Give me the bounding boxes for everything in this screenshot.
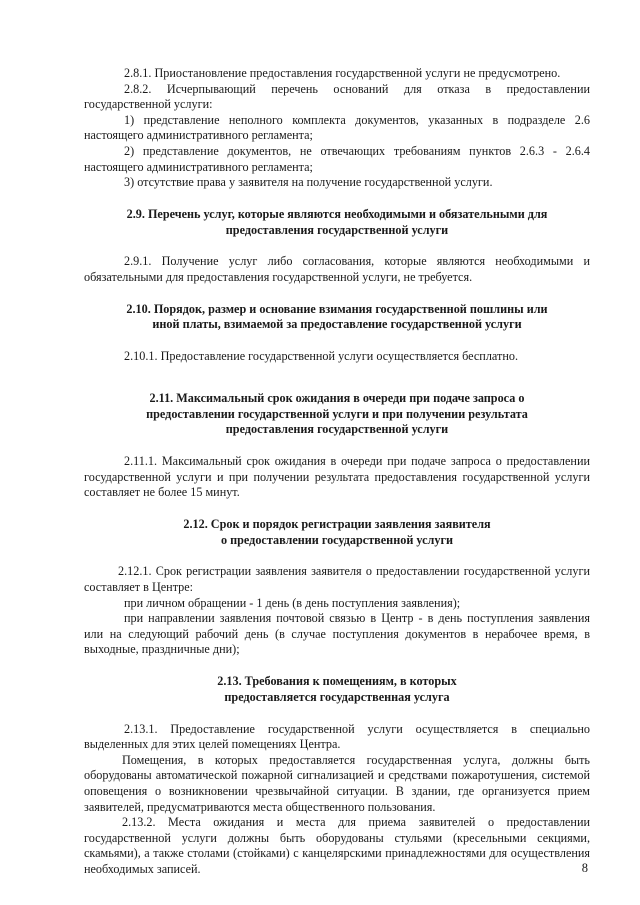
list-item-1: 1) представление неполного комплекта документов, указанных в подразделе 2.6 настоящего административного регламента; <box>84 112 590 143</box>
heading-2-11-line-3: предоставления государственной услуги <box>225 422 449 437</box>
heading-2-10-line-2: иной платы, взимаемой за предоставление государственной услуги <box>152 317 522 332</box>
paragraph-2-13-2: 2.13.2. Места ожидания и места для приема заявителей о предоставлении государственной услуги должны быть оборудованы стульями (кресельными секциями, скамьями), а также столами (стойками) с канцелярскими принадлежностями для осуществления необходимых записей. <box>84 815 590 876</box>
paragraph-2-8-1: 2.8.1. Приостановление предоставления государственной услуги не предусмотрено. <box>124 66 561 80</box>
heading-2-11-line-1: 2.11. Максимальный срок ожидания в очереди при подаче запроса о <box>149 390 525 405</box>
page-number: 8 <box>581 861 588 875</box>
paragraph-2-12-1: 2.12.1. Срок регистрации заявления заявителя о предоставлении государственной услуги составляет в Центре: <box>84 564 590 595</box>
paragraph-personal-visit: при личном обращении - 1 день (в день поступления заявления); <box>124 595 461 610</box>
heading-2-12-line-2: о предоставлении государственной услуги <box>220 532 453 547</box>
paragraph-2-9-1: 2.9.1. Получение услуг либо согласования, которые являются необходимыми и обязательными для предоставления государственной услуги, не требуется. <box>84 254 590 284</box>
heading-2-13-line-1: 2.13. Требования к помещениям, в которых <box>217 674 457 689</box>
heading-2-10-line-1: 2.10. Порядок, размер и основание взимания государственной пошлины или <box>126 301 548 316</box>
paragraph-2-10-1: 2.10.1. Предоставление государственной услуги осуществляется бесплатно. <box>124 349 518 364</box>
heading-2-11-line-2: предоставлении государственной услуги и при получении результата <box>146 406 528 421</box>
list-item-2: 2) представление документов, не отвечающих требованиям пунктов 2.6.3 - 2.6.4 настоящего административного регламента; <box>84 143 590 174</box>
paragraph-2-8-2: 2.8.2. Исчерпывающий перечень оснований для отказа в предоставлении государственной услуги: <box>84 81 590 112</box>
heading-2-9-line-1: 2.9. Перечень услуг, которые являются необходимыми и обязательными для <box>126 206 548 221</box>
paragraph-2-13-1: 2.13.1. Предоставление государственной услуги осуществляется в специально выделенных для этих целей помещениях Центра. <box>84 721 590 752</box>
heading-2-9-line-2: предоставления государственной услуги <box>225 222 449 237</box>
paragraph-2-11-1: 2.11.1. Максимальный срок ожидания в очереди при подаче запроса о предоставлении государственной услуги и при получении результата предоставления государственной услуги составляет не более 15 минут. <box>84 454 590 500</box>
list-item-3: 3) отсутствие права у заявителя на получение государственной услуги. <box>124 175 493 190</box>
paragraph-postal: при направлении заявления почтовой связью в Центр - в день поступления заявления или на следующий рабочий день (в случае поступления документов в нерабочее время, в выходные, праздничные дни); <box>84 611 590 657</box>
heading-2-12-line-1: 2.12. Срок и порядок регистрации заявления заявителя <box>183 516 491 531</box>
heading-2-13-line-2: предоставляется государственная услуга <box>224 689 450 704</box>
paragraph-premises: Помещения, в которых предоставляется государственная услуга, должны быть оборудованы автоматической пожарной сигнализацией и средствами пожаротушения, системой оповещения о возникновении чрезвычайной ситуации. В здании, где организуется прием заявителей, предусматриваются места общественного пользования. <box>84 752 590 814</box>
